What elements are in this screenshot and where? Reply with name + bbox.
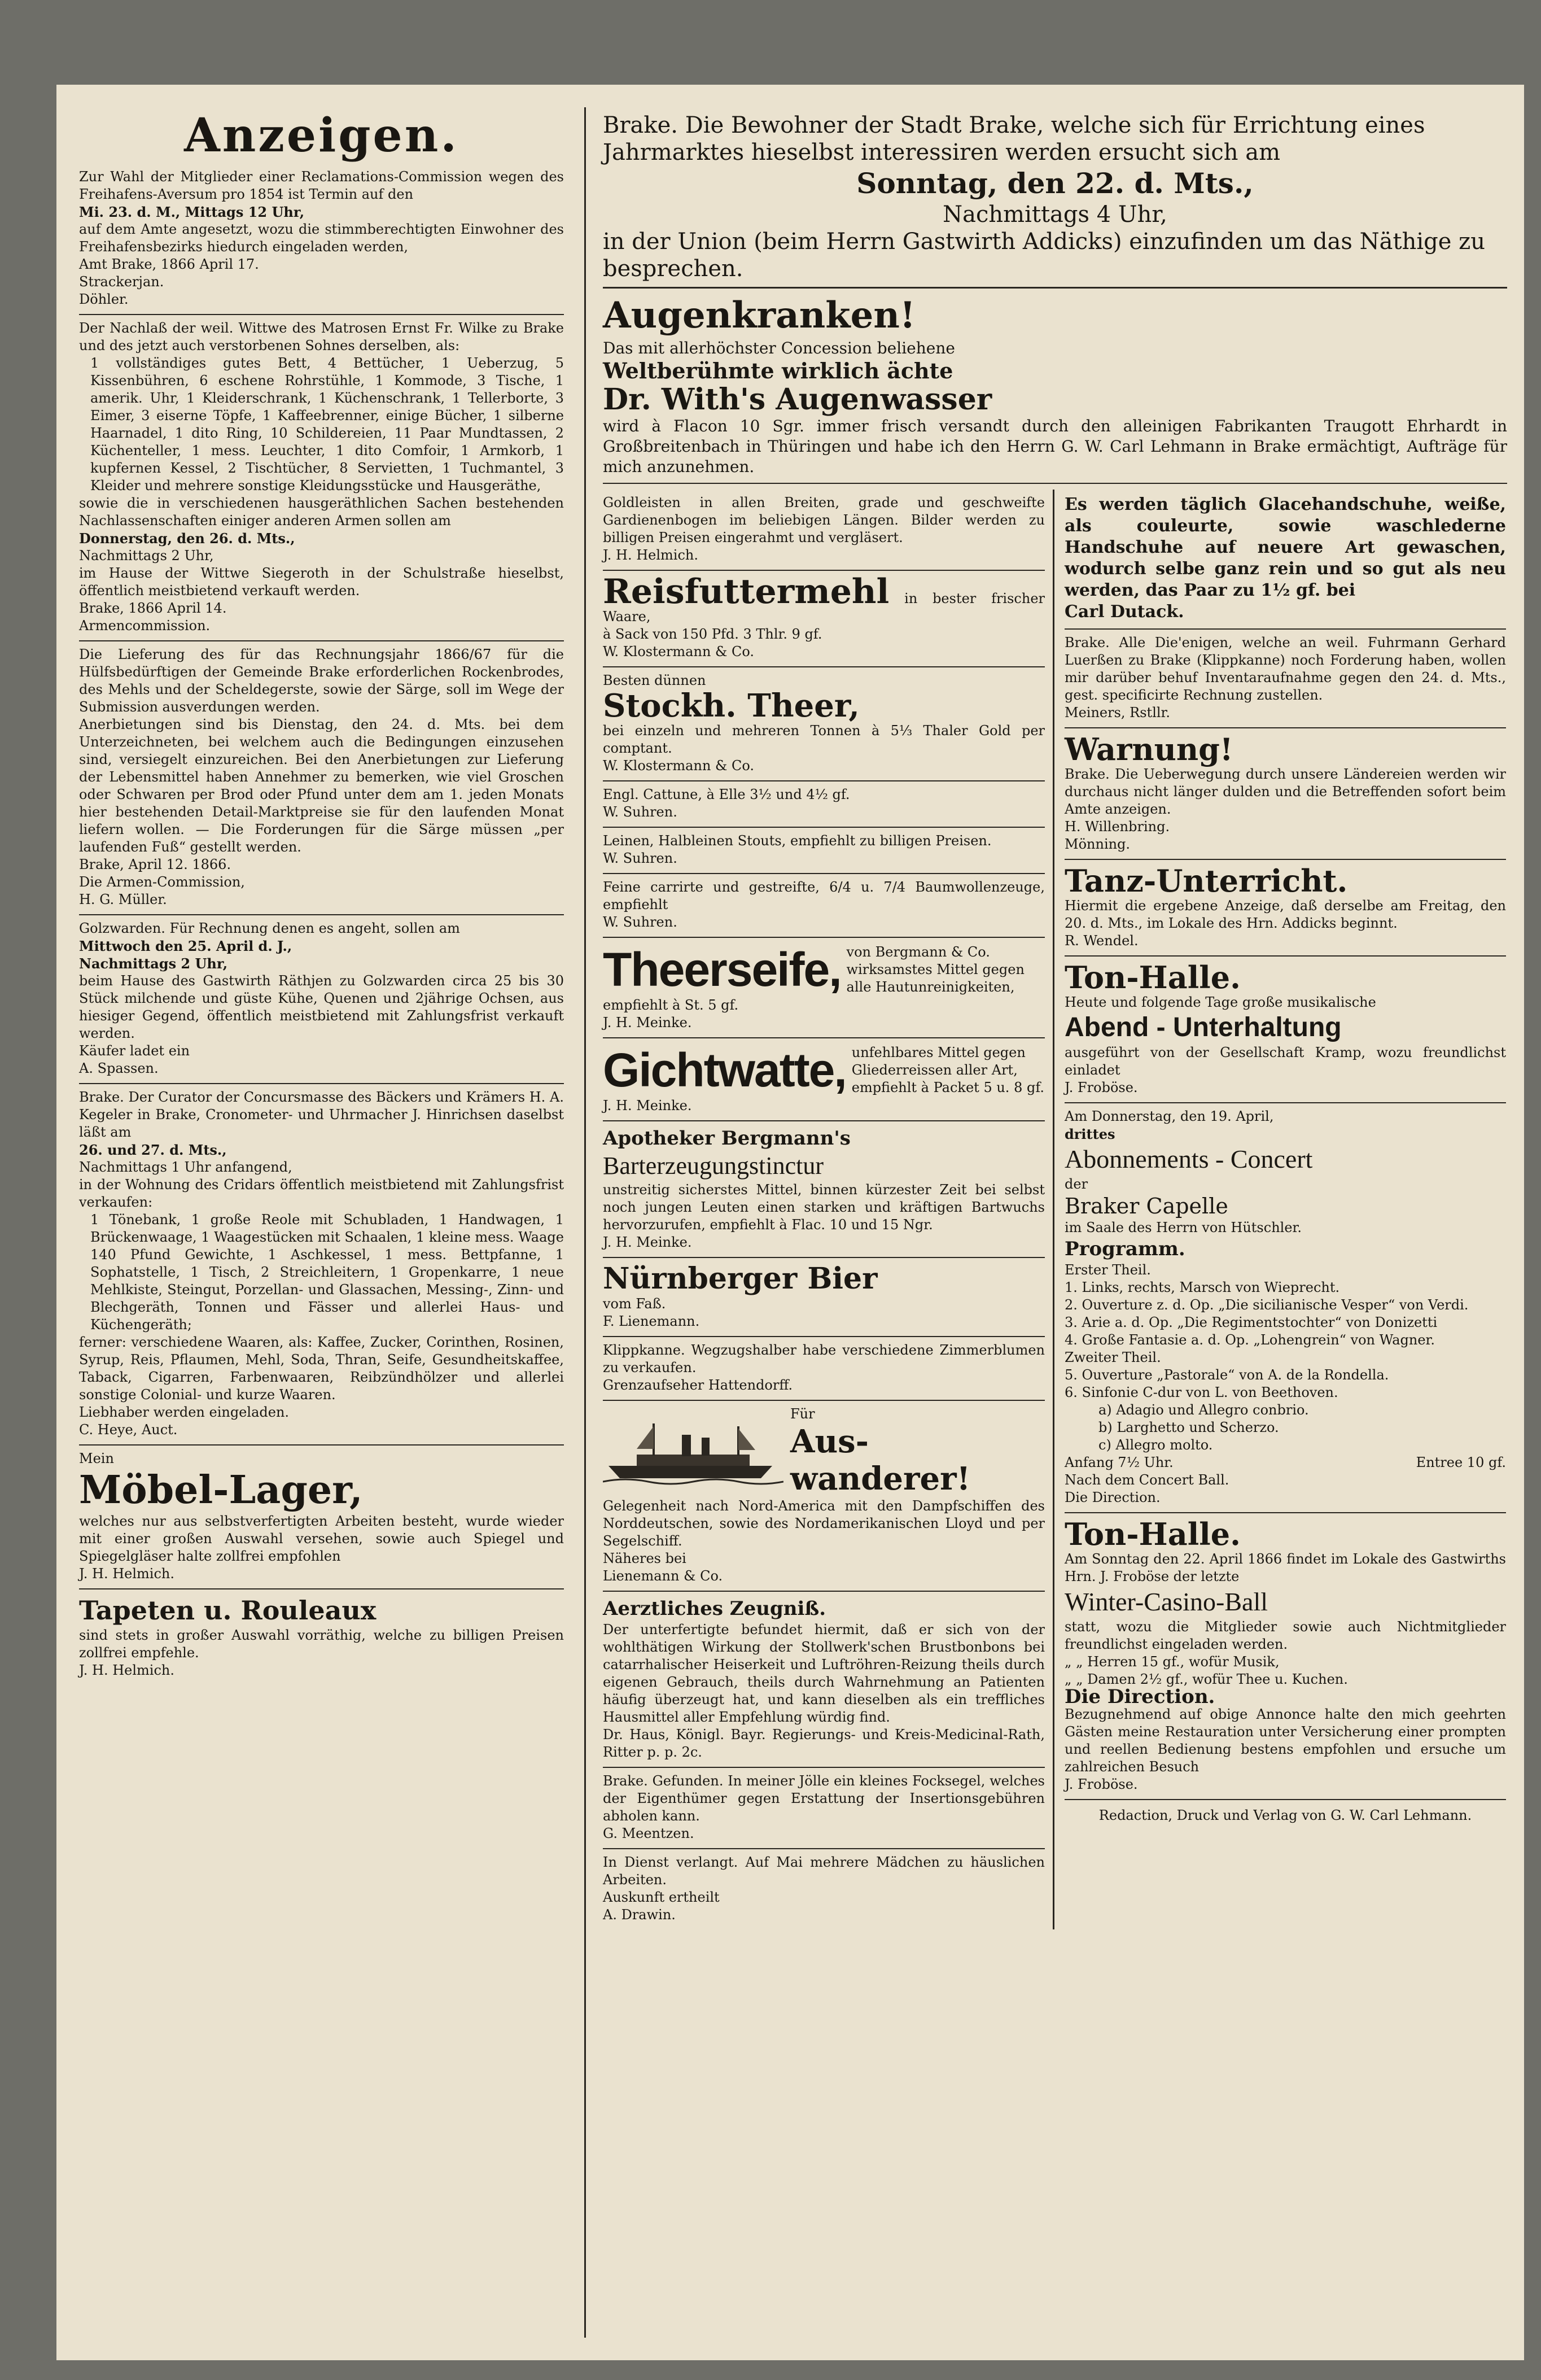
ad-signature: J. H. Meinke. [603,1015,692,1030]
ad-signature: W. Klostermann & Co. [603,644,755,660]
ad-text: Zweiter Theil. [1065,1350,1161,1365]
ad-text: in der Wohnung des Cridars öffentlich meistbietend mit Zahlungsfrist verkaufen: [79,1177,564,1210]
ad-eye-water [603,289,1507,484]
ad-signature: J. H. Helmich. [79,1662,174,1678]
ad-text: der [1065,1176,1088,1192]
ad-place: Amt Brake, 1866 April 17. [79,256,259,272]
ad-text: Hiermit die ergebene Anzeige, daß derselbe am Freitag, den 20. d. Mts., im Lokale des Hrn. Addicks beginnt. [1065,898,1506,931]
ad-beer [603,1258,1045,1337]
ad-rice-feed [603,571,1045,667]
ad-date: Mittwoch den 25. April d. J., [79,938,292,954]
ad-text: Liebhaber werden eingeladen. [79,1404,290,1420]
ad-text: Feine carrirte und gestreifte, 6/4 u. 7/4 Baumwollenzeuge, empfiehlt [603,879,1045,912]
ad-place: Brake, 1866 April 14. [79,600,227,616]
left-column [56,107,584,2338]
ad-text: drittes [1065,1126,1115,1142]
ad-note: von Bergmann & Co. wirksamstes Mittel gegen alle Hautunreinigkeiten, [846,944,1025,995]
ad-signature: J. H. Helmich. [79,1566,174,1582]
ad-tar [603,667,1045,781]
ad-signature: H. Willenbring. [1065,819,1170,835]
program-list [1065,1366,1506,1454]
ad-text: Nach dem Concert Ball. [1065,1472,1229,1488]
ad-signature: J. Froböse. [1065,1776,1138,1792]
ad-price: „ „ Herren 15 gf., wofür Musik, [1065,1654,1280,1670]
ad-headline: Nürnberger Bier [603,1261,878,1296]
ad-text: Auskunft ertheilt [603,1889,720,1905]
ad-signature: G. Meentzen. [603,1826,694,1841]
ad-headline: Stockh. Theer, [603,687,860,724]
ad-headline: Ton-Halle. [1065,1516,1241,1552]
ad-signature: Carl Dutack. [1065,602,1184,622]
right-area [584,107,1524,2338]
ad-signature: R. Wendel. [1065,933,1139,949]
ad-headline: Möbel-Lager, [79,1468,363,1513]
ad-place: Brake, April 12. 1866. [79,857,231,872]
ad-signature: J. H. Helmich. [603,547,698,563]
ad-beard-tincture [603,1121,1045,1258]
ad-headline: Ton-Halle. [1065,959,1241,995]
ad-text: Für [790,1406,815,1422]
ad-signature: Die Direction. [1065,1685,1215,1708]
ad-signature: A. Drawin. [603,1907,676,1923]
ad-text: Engl. Cattune, à Elle 3½ und 4½ gf. [603,787,850,802]
ad-text: Erster Theil. [1065,1262,1151,1278]
program-item: 2. Ouverture z. d. Op. „Die sicilianische Vesper“ von Verdi. [1065,1297,1469,1313]
ad-event: Abend - Unterhaltung [1065,1012,1342,1042]
ad-warning [1065,728,1506,860]
ad-dance-lessons [1065,860,1506,957]
ad-text: In Dienst verlangt. Auf Mai mehrere Mädchen zu häuslichen Arbeiten. [603,1854,1045,1888]
ad-text: Apotheker Bergmann's [603,1127,851,1150]
ad-note: unfehlbares Mittel gegen Gliederreissen aller Art, empfiehlt à Packet 5 u. 8 gf. [851,1044,1044,1095]
ad-text: Zur Wahl der Mitglieder einer Reclamations-Commission wegen des Freihafens-Aversum pro 1854 ist Termin auf den [79,169,564,202]
ad-text: Es werden täglich Glacehandschuhe, weiße, als couleurte, sowie waschlederne Handschuhe auf neuere Art gewaschen, wodurch selbe ganz rein und so gut als neu werden, das Paar zu 1½ gf. bei [1065,495,1506,600]
right-column [1054,490,1506,1929]
ad-text: in der Union (beim Herrn Gastwirth Addicks) einzufinden um das Näthige zu besprechen. [603,229,1485,282]
ad-text: Golzwarden. Für Rechnung denen es angeht, sollen am [79,920,460,936]
ad-reclamation-commission [79,164,564,315]
ad-signature: Strackerjan. [79,274,164,290]
ad-furniture [79,1446,564,1589]
ad-headline: Aus-wanderer! [790,1423,971,1497]
ad-text: Mein [79,1451,114,1466]
ad-headline: Augenkranken! [603,294,916,337]
ad-text: ferner: verschiedene Waaren, als: Kaffee, Zucker, Corinthen, Rosinen, Syrup, Reis, Pflaumen, Mehl, Soda, Thran, Seife, Gesundheitskaffee, Taback, Cigarren, Farbenwaaren, Reibzündhölzer und allerlei sonstige Colonial- und kurze Waaren. [79,1334,564,1403]
program-item: 5. Ouverture „Pastorale“ von A. de la Rondella. [1065,1367,1389,1383]
ad-estate-auction [79,315,564,641]
ad-cotton-goods [603,874,1045,938]
ad-text: Brake. Die Ueberwegung durch unsere Ländereien werden wir durchaus nicht länger dulden und die Betreffenden sofort beim Amte anzeigen. [1065,766,1506,817]
ad-signature: Meiners, Rstllr. [1065,705,1171,720]
ad-tonhalle-ball [1065,1513,1506,1800]
ad-concurs-auction [79,1084,564,1446]
ad-emigrants [603,1401,1045,1592]
ad-text: empfiehlt à St. 5 gf. [603,997,739,1013]
ad-text: Der unterfertigte befundet hiermit, daß er sich von der wohlthätigen Wirkung der Stollwerk'schen Brustbonbons bei catarrhalischer Heiserkeit und Luftröhren-Reizung theils durch eigenen Gebrauch, theils durch Wahrnehmung an Patienten häufig überzeugt hat, und kann dieselben als ein treffliches Hausmittel aller Empfehlung würdig find. [603,1622,1045,1725]
ad-golzwarden-cattle [79,915,564,1084]
ad-event: Abonnements - Concert [1065,1145,1313,1173]
ad-items: 1 vollständiges gutes Bett, 4 Bettücher, 1 Ueberzug, 5 Kissenbühren, 6 eschene Rohrstühle, 1 Kommode, 3 Tische, 1 amerik. Uhr, 1 Kleiderschrank, 1 Küchenschrank, 1 Tellerborte, 3 Eimer, 3 eiserne Töpfe, 1 Kaffeebrenner, einige Bücher, 1 silberne Haarnadel, 1 dito Ring, 10 Schildereien, 11 Paar Mundtassen, 2 Küchenteller, 1 mess. Leuchter, 1 dito Comfoir, 1 Armkorb, 1 kupfernen Kessel, 2 Tischtücher, 8 Servietten, 1 Tuchmantel, 3 Kleider und mehrere sonstige Kleidungsstücke und Hausgeräthe, [90,355,564,494]
ad-venue: im Saale des Herrn von Hütschler. [1065,1220,1302,1235]
imprint: Redaction, Druck und Verlag von G. W. Carl Lehmann. [1098,1807,1472,1823]
ad-text: sowie die in verschiedenen hausgeräthlichen Sachen bestehenden Nachlassenschaften einiger anderen Armen sollen am [79,495,564,529]
ad-headline: Aerztliches Zeugniß. [603,1597,826,1620]
ad-headline: Reisfuttermehl [603,572,890,612]
ad-text: à Sack von 150 Pfd. 3 Thlr. 9 gf. [603,626,822,642]
ad-medical-certificate [603,1592,1045,1768]
ad-tonhalle-evening [1065,957,1506,1103]
ad-gout-cotton [603,1038,1045,1121]
ad-text: Die Lieferung des für das Rechnungsjahr 1866/67 für die Hülfsbedürftigen der Gemeinde Brake erforderlichen Rockenbrodes, des Mehls und der Scheldegerste, sowie der Särge, soll im Wege der Submission ausverdungen werden. [79,647,564,715]
ad-signature: Armencommission. [79,618,211,634]
ad-text: beim Hause des Gastwirth Räthjen zu Golzwarden circa 25 bis 30 Stück milchende und güste Kühe, Quenen und 2jährige Ochsen, aus hiesiger Gegend, öffentlich meistbietend mit Zahlungsfrist verkauft werden. [79,973,564,1041]
ad-linen [603,828,1045,874]
ad-text: sind stets in großer Auswahl vorräthig, welche zu billigen Preisen zollfrei empfehle. [79,1627,564,1661]
program-item: 4. Große Fantasie a. d. Op. „Lohengrein“ von Wagner. [1065,1332,1435,1348]
section-title: Anzeigen. [184,108,459,163]
ad-headline: Theerseife, [603,943,841,996]
ad-text: Käufer ladet ein [79,1043,190,1059]
ad-concert [1065,1103,1506,1513]
ad-price: Entree 10 gf. [1416,1455,1506,1470]
ad-product: Dr. With's Augenwasser [603,382,992,417]
ad-text: Brake. Alle Die'enigen, welche an weil. Fuhrmann Gerhard Luerßen zu Brake (Klippkanne) noch Forderung haben, wollen mir darüber behuf Inventaraufnahme gegen den 24. d. Mts., gest. specificirte Rechnung zustellen. [1065,635,1506,703]
ad-program-title: Programm. [1065,1238,1185,1260]
ad-text: welches nur aus selbstverfertigten Arbeiten besteht, wurde wieder mit einer großen Auswahl versehen, sowie auch Spiegel und Spiegelgläser halte zollfrei empfohlen [79,1513,564,1564]
program-item: c) Allegro molto. [1098,1437,1213,1453]
ad-text: im Hause der Wittwe Siegeroth in der Schulstraße hieselbst, öffentlich meistbietend verkauft werden. [79,565,564,599]
ad-houseplants [603,1337,1045,1401]
program-list [1065,1279,1506,1349]
ad-text: Am Donnerstag, den 19. April, [1065,1108,1274,1124]
newspaper-page [56,85,1524,2360]
ad-event: Winter-Casino-Ball [1065,1587,1268,1616]
ad-signature: W. Klostermann & Co. [603,758,755,774]
ad-headline: Barterzeugungstinctur [603,1152,824,1180]
ad-time: Nachmittags 1 Uhr anfangend, [79,1159,292,1175]
ad-text: Das mit allerhöchster Concession beliehene [603,339,955,357]
ad-signature: Mönning. [1065,836,1131,852]
ad-headline: Warnung! [1065,731,1233,767]
ad-signature: Die Direction. [1065,1490,1161,1505]
ad-text: vom Faß. [603,1296,666,1312]
ad-text: Der Nachlaß der weil. Wittwe des Matrosen Ernst Fr. Wilke zu Brake und des jetzt auch verstorbenen Sohnes derselben, als: [79,320,564,353]
ad-tar-soap [603,938,1045,1038]
ad-glove-cleaning [1065,490,1506,630]
ad-signature: Lienemann & Co. [603,1568,723,1584]
program-item: 1. Links, rechts, Marsch von Wieprecht. [1065,1279,1340,1295]
ad-signature: H. G. Müller. [79,892,167,907]
ad-signature: W. Suhren. [603,914,677,930]
ad-gold-frames [603,490,1045,571]
ad-text: Näheres bei [603,1551,686,1566]
ad-signature: Döhler. [79,291,129,307]
program-item: 3. Arie a. d. Op. „Die Regimentstochter“ von Donizetti [1065,1315,1438,1330]
ad-date: Donnerstag, den 26. d. Mts., [79,530,295,547]
ad-wallpaper [79,1589,564,1685]
ad-text: unstreitig sicherstes Mittel, binnen kürzester Zeit bei selbst noch jungen Leuten einen starken und kräftigen Bartwuchs hervorzurufen, empfiehlt à Flac. 10 und 15 Ngr. [603,1182,1045,1233]
middle-column [603,490,1054,1929]
ad-text: Goldleisten in allen Breiten, grade und geschweifte Gardienenbogen im beliebigen Längen. Bilder werden zu billigen Preisen eingerahmt und vergläsert. [603,495,1045,545]
ad-headline: Tapeten u. Rouleaux [79,1595,377,1626]
ad-signature: C. Heye, Auct. [79,1422,178,1438]
ad-claims [1065,630,1506,728]
ad-text: Besten dünnen [603,672,706,688]
ad-text: Bezugnehmend auf obige Annonce halte den mich geehrten Gästen meine Restauration unter Versicherung einer prompten und reellen Bedienung bestens empfohlen und ersuche um zahlreichen Besuch [1065,1706,1506,1775]
ad-note: in bester frischer Waare, [603,591,1045,625]
program-item: a) Adagio und Allegro conbrio. [1098,1402,1309,1418]
ad-found [603,1768,1045,1849]
ad-time: Nachmittags 2 Uhr, [79,548,214,564]
ad-service-wanted [603,1849,1045,1929]
ad-text: Leinen, Halbleinen Stouts, empfiehlt zu billigen Preisen. [603,833,992,849]
ad-text: Am Sonntag den 22. April 1866 findet im Lokale des Gastwirths Hrn. J. Froböse der letzte [1065,1551,1506,1584]
ad-price: „ „ Damen 2½ gf., wofür Thee u. Kuchen. [1065,1671,1348,1687]
ad-date: Sonntag, den 22. d. Mts., [856,167,1254,200]
ad-text: wird à Flacon 10 Sgr. immer frisch versandt durch den alleinigen Fabrikanten Traugott Ehrhardt in Großbreitenbach in Thüringen und habe ich den Herrn G. W. Carl Lehmann in Brake ermächtigt, Aufträge für mich anzunehmen. [603,417,1507,476]
ad-submission [79,641,564,915]
ad-band: Braker Capelle [1065,1194,1228,1219]
ad-time: Nachmittags 2 Uhr, [79,955,228,972]
ad-headline: Gichtwatte, [603,1043,846,1097]
ad-signature: Dr. Haus, Königl. Bayr. Regierungs- und Kreis-Medicinal-Rath, Ritter p. p. 2c. [603,1727,1045,1760]
ad-signature: W. Suhren. [603,804,677,820]
program-item: 6. Sinfonie C-dur von L. von Beethoven. [1065,1385,1338,1400]
ad-date: 26. und 27. d. Mts., [79,1142,227,1158]
ad-signature: J. Froböse. [1065,1080,1138,1095]
ad-text: bei einzeln und mehreren Tonnen à 5⅓ Thaler Gold per comptant. [603,723,1045,756]
steamship-icon [603,1415,783,1488]
ad-text: Brake. Der Curator der Concursmasse des Bäckers und Krämers H. A. Kegeler in Brake, Cronometer- und Uhrmacher J. Hinrichsen daselbst läßt am [79,1089,564,1140]
ad-text: Anerbietungen sind bis Dienstag, den 24. d. Mts. bei dem Unterzeichneten, bei welchem auch die Bedingungen einzusehen sind, versiegelt einzureichen. Bei den Anerbietungen zur Lieferung der Lebensmittel haben Annehmer zu bemerken, wie viel Groschen oder Schwaren per Brod oder Pfund unter dem am 1. jeden Monats hier bestehenden Detail-Marktpreise sie für den laufenden Monat liefern wollen. — Die Forderungen für die Särge müssen „per laufenden Fuß“ gestellt werden. [79,717,564,855]
ad-text: Anfang 7½ Uhr. [1065,1455,1174,1470]
ad-market-meeting [603,107,1507,289]
ad-signature: Die Armen-Commission, [79,874,245,890]
ad-date: Mi. 23. d. M., Mittags 12 Uhr, [79,204,305,220]
ad-signature: J. H. Meinke. [603,1234,692,1250]
ad-signature: A. Spassen. [79,1060,159,1076]
ad-text: statt, wozu die Mitglieder sowie auch Nichtmitglieder freundlichst eingeladen werden. [1065,1619,1506,1652]
program-item: b) Larghetto und Scherzo. [1098,1420,1279,1435]
ad-items: 1 Tönebank, 1 große Reole mit Schubladen, 1 Handwagen, 1 Brückenwaage, 1 Waagestücken mit Schaalen, 1 kleine mess. Waage 140 Pfund Gewichte, 1 Aschkessel, 1 mess. Bettpfanne, 1 Sophatstelle, 1 Tisch, 2 Streichleitern, 1 Gropenkarre, 1 neue Mehlkiste, Steingut, Porzellan- und Glassachen, Messing-, Zinn- und Blechgeräth, Tonnen und Fässer und allerlei Haus- und Küchengeräth; [90,1212,564,1333]
ad-text: Brake. Gefunden. In meiner Jölle ein kleines Focksegel, welches der Eigenthümer gegen Erstattung der Insertionsgebühren abholen kann. [603,1773,1045,1824]
ad-text: Brake. Die Bewohner der Stadt Brake, welche sich für Errichtung eines Jahrmarktes hieselbst interessiren werden ersucht sich am [603,112,1425,165]
ad-time: Nachmittags 4 Uhr, [943,202,1167,228]
ad-text: Heute und folgende Tage große musikalische [1065,994,1376,1010]
ad-text: Gelegenheit nach Nord-America mit den Dampfschiffen des Norddeutschen, sowie des Nordamerikanischen Lloyd und per Segelschiff. [603,1498,1045,1549]
two-column-grid [603,490,1507,1929]
ad-signature: Grenzaufseher Hattendorff. [603,1377,793,1393]
ad-signature: F. Lienemann. [603,1313,700,1329]
ad-text: auf dem Amte angesetzt, wozu die stimmberechtigten Einwohner des Freihafensbezirks hiedurch eingeladen werden, [79,221,564,255]
ad-headline: Tanz-Unterricht. [1065,863,1348,899]
ad-signature: W. Suhren. [603,850,677,866]
ad-text: ausgeführt von der Gesellschaft Kramp, wozu freundlichst einladet [1065,1045,1506,1078]
ad-text: Weltberühmte wirklich ächte [603,358,953,383]
ad-text: Klippkanne. Wegzugshalber habe verschiedene Zimmerblumen zu verkaufen. [603,1342,1045,1375]
ad-cotton [603,781,1045,828]
ad-signature: J. H. Meinke. [603,1098,692,1113]
